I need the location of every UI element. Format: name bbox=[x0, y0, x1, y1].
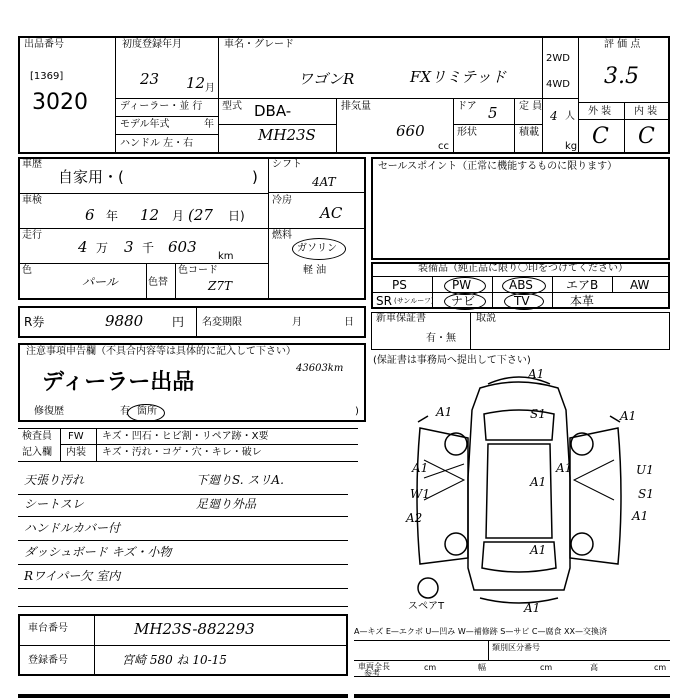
deadline-month: 月 bbox=[292, 317, 302, 328]
km-unit: km bbox=[218, 251, 234, 262]
spare-tire-label: スペアT bbox=[408, 601, 445, 612]
mileage-a: 4 bbox=[78, 238, 88, 256]
group-label: 類別区分番号 bbox=[492, 643, 540, 652]
shift-value: 4AT bbox=[312, 175, 336, 189]
first-reg-label: 初度登録年月 bbox=[122, 39, 182, 50]
warranty-value: 有・無 bbox=[426, 333, 456, 344]
color-change-label: 色替 bbox=[148, 277, 168, 288]
cc-unit: cc bbox=[438, 141, 449, 152]
chassis-value: MH23S-882293 bbox=[134, 620, 255, 638]
mark-a1-rear: A1 bbox=[530, 543, 547, 557]
first-reg-year: 23 bbox=[140, 70, 160, 88]
reg-value: 宮崎 580 ね 10-15 bbox=[122, 653, 227, 667]
width-cm: cm bbox=[540, 663, 553, 672]
width-label: 幅 bbox=[478, 663, 486, 672]
equip-tv: TV bbox=[514, 294, 530, 308]
inspection-day-unit: 日) bbox=[228, 209, 245, 223]
inside-label: 内装 bbox=[66, 447, 86, 458]
history-close: ) bbox=[252, 168, 258, 186]
repair-close: ) bbox=[355, 406, 359, 417]
comment-4: ダッシュボード キズ・小物 bbox=[24, 545, 172, 559]
inspection-label: 車検 bbox=[22, 195, 42, 206]
interior-label: 内 装 bbox=[634, 106, 658, 117]
loading-label: 積載 bbox=[519, 127, 539, 138]
lot-number: 3020 bbox=[32, 90, 88, 115]
comment-right-1: 下廻りS. スリA. bbox=[196, 473, 284, 487]
exterior-label: 外 装 bbox=[588, 106, 612, 117]
handle-label: ハンドル 左・右 bbox=[120, 138, 194, 149]
reg-label: 登録番号 bbox=[28, 655, 68, 666]
fuel-diesel: 軽 油 bbox=[303, 265, 327, 276]
mark-u1-right: U1 bbox=[636, 463, 654, 477]
equip-pw: PW bbox=[452, 278, 472, 292]
ref-label: 参考 bbox=[364, 669, 380, 678]
height-label: 高 bbox=[590, 663, 598, 672]
door-label: ドア bbox=[457, 101, 477, 112]
inspection-day: (27 bbox=[188, 206, 213, 224]
mark-a1-left-1: A1 bbox=[412, 461, 429, 475]
recycle-value: 9880 bbox=[105, 312, 144, 330]
score-value: 3.5 bbox=[604, 64, 639, 89]
mark-a1-extra: A1 bbox=[556, 461, 573, 475]
katashiki-2: MH23S bbox=[258, 126, 316, 144]
inspection-month-unit: 月 bbox=[172, 209, 185, 223]
mark-a1-hood-left: A1 bbox=[436, 405, 453, 419]
equip-navi-circle bbox=[444, 293, 486, 310]
sales-point-block bbox=[371, 157, 670, 260]
door-value: 5 bbox=[488, 104, 498, 122]
notes-label: 注意事項申告欄（不具合内容等は具体的に記入して下さい） bbox=[26, 346, 296, 357]
color-label: 色 bbox=[22, 265, 32, 276]
sen-unit: 千 bbox=[142, 241, 155, 255]
repair-where: 箇所 bbox=[137, 406, 157, 417]
first-reg-month-unit: 月 bbox=[205, 83, 215, 94]
first-reg-month: 12 bbox=[186, 74, 206, 92]
katashiki-1: DBA- bbox=[254, 102, 292, 120]
equip-tv-circle bbox=[504, 293, 544, 310]
repair-circle bbox=[127, 404, 165, 422]
fuel-selected-circle bbox=[292, 238, 346, 260]
model-year-unit: 年 bbox=[204, 119, 214, 130]
mark-a1-hood-right: A1 bbox=[620, 409, 637, 423]
inside-items: キズ・汚れ・コゲ・穴・キレ・破レ bbox=[102, 447, 262, 458]
recycle-yen: 円 bbox=[172, 315, 185, 329]
ac-label: 冷房 bbox=[272, 195, 292, 206]
deadline-label: 名変期限 bbox=[202, 317, 242, 328]
car-name: ワゴンR bbox=[298, 70, 355, 88]
recycle-block bbox=[18, 306, 366, 338]
damage-legend: A—キズ E—エクボ U—凹み W—補修跡 S—サビ C—腐食 XX—交換済 bbox=[354, 627, 608, 636]
inspector-label: 検査員 bbox=[22, 431, 52, 442]
displacement-label: 排気量 bbox=[341, 101, 371, 112]
comment-2: シートスレ bbox=[24, 497, 84, 511]
fw-label: FW bbox=[68, 431, 84, 442]
height-cm: cm bbox=[654, 663, 667, 672]
mark-s1-hood: S1 bbox=[530, 407, 546, 421]
katashiki-label: 型式 bbox=[222, 101, 242, 112]
bottom-bar-right bbox=[354, 694, 670, 698]
ac-value: AC bbox=[320, 204, 343, 222]
mark-w1-left: W1 bbox=[410, 487, 430, 501]
interior-grade: C bbox=[638, 124, 655, 149]
mark-a1-roof: A1 bbox=[530, 475, 547, 489]
booklet-label: 取説 bbox=[476, 313, 496, 324]
length-label: 車両全長 bbox=[358, 662, 390, 671]
mileage-c: 603 bbox=[168, 238, 197, 256]
shift-label: シフト bbox=[272, 159, 302, 170]
capacity-unit: 人 bbox=[565, 111, 575, 122]
sales-point-label: セールスポイント（正常に機能するものに限ります） bbox=[378, 161, 618, 172]
history-label: 車歴 bbox=[22, 159, 42, 170]
man-unit: 万 bbox=[96, 241, 109, 255]
comment-5: Rワイパー欠 室内 bbox=[24, 569, 121, 583]
fuel-gasoline: ガソリン bbox=[297, 243, 337, 254]
shape-label: 形状 bbox=[457, 127, 477, 138]
exterior-grade: C bbox=[592, 124, 609, 149]
notes-km: 43603km bbox=[296, 363, 344, 374]
repair-label: 修復歴 bbox=[34, 406, 64, 417]
equip-ps: PS bbox=[392, 278, 407, 292]
equip-abs: ABS bbox=[509, 278, 533, 292]
chassis-label: 車台番号 bbox=[28, 623, 68, 634]
warranty-note: (保証書は事務局へ提出して下さい) bbox=[373, 355, 531, 366]
length-cm: cm bbox=[424, 663, 437, 672]
repair-value: 有 bbox=[120, 406, 130, 417]
inspection-year-unit: 年 bbox=[106, 209, 119, 223]
deadline-day: 日 bbox=[344, 317, 354, 328]
inspection-month: 12 bbox=[140, 206, 160, 224]
equipment-label: 装備品（純正品に限り〇印をつけてください） bbox=[418, 263, 628, 274]
mark-a1-right: A1 bbox=[632, 509, 649, 523]
model-year-label: モデル年式 bbox=[120, 119, 170, 130]
equip-sr-sub: (サンルーフ) bbox=[394, 297, 434, 305]
mileage-b: 3 bbox=[124, 238, 134, 256]
dealer-label: ディーラー・並 行 bbox=[120, 101, 203, 112]
comment-3: ハンドルカバー付 bbox=[24, 521, 121, 535]
inspection-year: 6 bbox=[85, 206, 95, 224]
score-label: 評 価 点 bbox=[604, 39, 641, 50]
dealer-stamp: ディーラー出品 bbox=[42, 370, 195, 395]
bottom-bar-left bbox=[18, 694, 348, 698]
grade: FXリミテッド bbox=[410, 68, 507, 86]
equip-sr: SR bbox=[376, 294, 392, 308]
equip-aw: AW bbox=[630, 278, 650, 292]
fw-items: キズ・凹石・ヒビ割・リペア跡・X要 bbox=[102, 431, 269, 442]
equip-airbag: エアB bbox=[566, 278, 599, 292]
lot-label: 出品番号 bbox=[24, 39, 64, 50]
mileage-label: 走行 bbox=[22, 230, 42, 241]
drive-2wd: 2WD bbox=[546, 53, 570, 64]
mark-a1-front: A1 bbox=[528, 367, 545, 381]
capacity-value: 4 bbox=[550, 109, 558, 123]
fuel-label: 燃料 bbox=[272, 230, 292, 241]
drive-4wd: 4WD bbox=[546, 79, 570, 90]
lot-sub: [1369] bbox=[30, 71, 64, 82]
kg-unit: kg bbox=[565, 141, 578, 152]
color-code-value: Z7T bbox=[208, 279, 232, 293]
equip-leather: 本革 bbox=[570, 294, 595, 308]
car-name-label: 車名・グレード bbox=[224, 39, 294, 50]
record-label: 記入欄 bbox=[22, 447, 52, 458]
recycle-label: R券 bbox=[24, 315, 45, 329]
warranty-label: 新車保証書 bbox=[376, 313, 426, 324]
comment-1: 天張り汚れ bbox=[24, 473, 85, 487]
history-value: 自家用・( bbox=[58, 168, 124, 186]
mark-s1-right: S1 bbox=[638, 487, 654, 501]
comment-right-2: 足廻り外品 bbox=[196, 497, 257, 511]
mark-a2-left: A2 bbox=[406, 511, 423, 525]
mark-a1-bumper: A1 bbox=[524, 601, 541, 615]
displacement-value: 660 bbox=[396, 122, 425, 140]
color-value: パール bbox=[82, 275, 118, 289]
color-code-label: 色コード bbox=[178, 265, 218, 276]
equip-navi: ナビ bbox=[451, 294, 476, 308]
capacity-label: 定 員 bbox=[519, 101, 543, 112]
